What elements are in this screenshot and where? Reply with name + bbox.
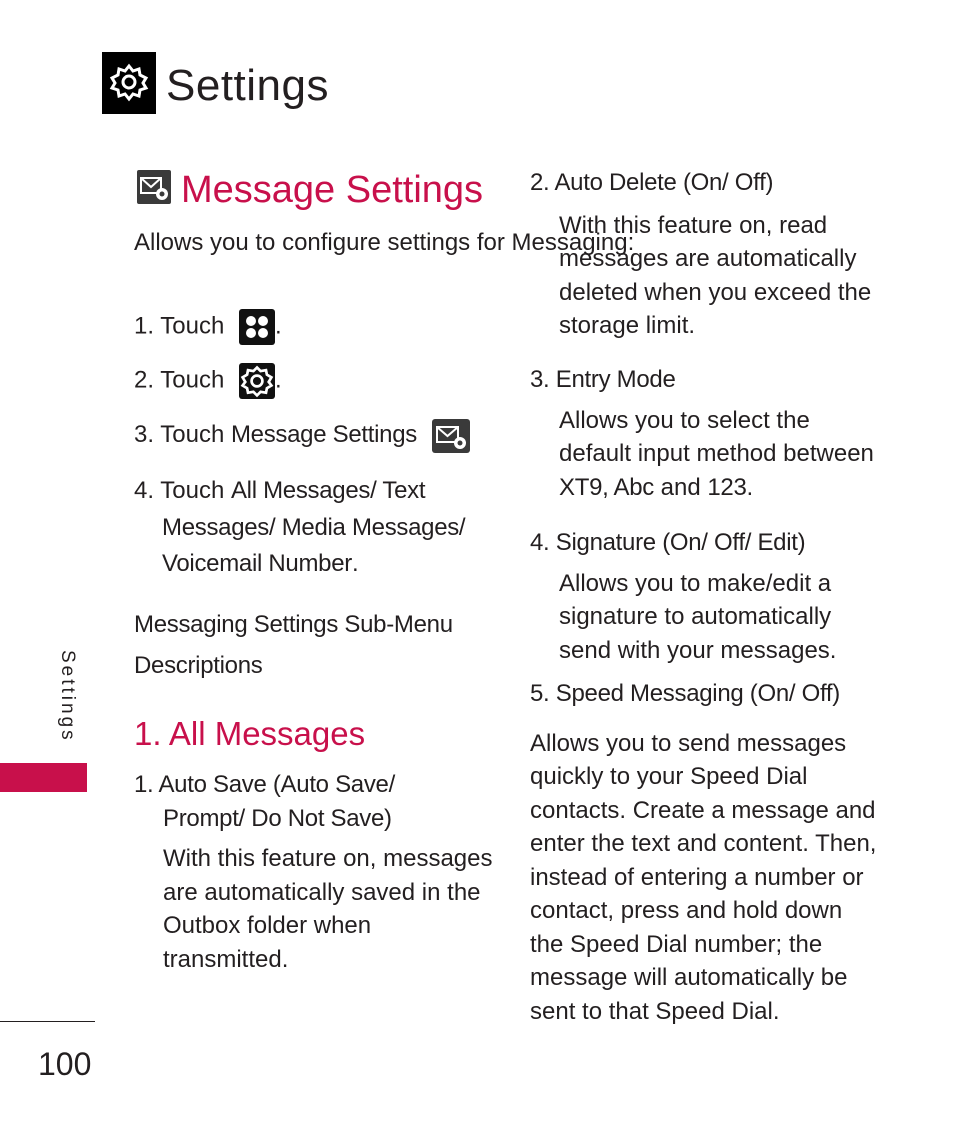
step-4-suffix: .: [351, 550, 359, 577]
item-entry-mode: [530, 363, 874, 504]
submenu-heading-line-1: Messaging Settings Sub-Menu: [134, 611, 453, 638]
step-4: [134, 474, 465, 581]
sidebar-accent-bar: [0, 763, 87, 792]
item-auto-save: [134, 768, 492, 976]
item-1-heading-line-2: Prompt/ Do Not Save): [163, 804, 392, 832]
item-4-heading: 4. Signature (On/ Off/ Edit): [530, 529, 806, 556]
item-5-body-line: contacts. Create a message and: [530, 796, 876, 824]
item-1-body: [163, 842, 492, 976]
item-1-heading-line-1: 1. Auto Save (Auto Save/: [134, 771, 395, 798]
item-3-heading: 3. Entry Mode: [530, 366, 676, 393]
item-2-body-line: deleted when you exceed the: [559, 278, 872, 306]
step-1: [134, 309, 282, 345]
item-1-body-line: are automatically saved in the: [163, 878, 481, 906]
item-4-body-line: Allows you to make/edit a: [559, 569, 832, 597]
submenu-heading-line-2: Descriptions: [134, 652, 263, 679]
page-title: Settings: [166, 61, 329, 110]
apps-grid-icon: [239, 309, 275, 345]
item-5-body-line: message will automatically be: [530, 964, 848, 991]
item-5-body-line: enter the text and content. Then,: [530, 830, 877, 857]
item-4-body-line: send with your messages.: [559, 636, 837, 664]
item-2-body-line: messages are automatically: [559, 245, 857, 272]
item-3-body-line: default input method between: [559, 440, 874, 467]
item-4-body: [559, 567, 836, 668]
step-4-term-line-2: Messages/ Media Messages/: [162, 513, 466, 541]
item-2-heading: 2. Auto Delete (On/ Off): [530, 169, 774, 196]
item-1-body-line: transmitted.: [163, 945, 289, 973]
item-5-body-line: sent to that Speed Dial.: [530, 997, 780, 1025]
message-settings-icon: [432, 419, 470, 453]
item-5-body-line: quickly to your Speed Dial: [530, 763, 808, 790]
message-settings-icon: [137, 170, 171, 204]
item-5-body-line: the Speed Dial number; the: [530, 930, 823, 958]
item-5-body-line: Allows you to send messages: [530, 729, 847, 757]
entry-mode-and: and: [653, 473, 708, 501]
item-5-body-line: contact, press and hold down: [530, 897, 843, 924]
step-2-suffix: .: [274, 366, 282, 394]
step-1-prefix: 1. Touch: [134, 312, 225, 340]
entry-mode-option-2: 123.: [707, 473, 753, 501]
item-1-body-line: Outbox folder when: [163, 912, 372, 939]
step-2-prefix: 2. Touch: [134, 366, 225, 394]
step-4-term-line-1: All Messages/ Text: [230, 477, 426, 504]
item-auto-delete: [530, 166, 871, 343]
submenu-heading: [134, 604, 453, 686]
item-3-body: [559, 404, 874, 505]
item-2-body: [559, 209, 871, 343]
step-1-suffix: .: [274, 312, 282, 340]
step-3-prefix: 3. Touch: [134, 421, 225, 448]
step-3-term: Message Settings: [230, 421, 417, 448]
all-messages-title: 1. All Messages: [134, 715, 366, 752]
step-3: [134, 418, 470, 453]
section-intro: [134, 226, 635, 260]
item-signature: [530, 526, 836, 667]
item-2-body-line: storage limit.: [559, 312, 696, 339]
item-speed-messaging: [530, 677, 876, 1028]
header-gear-icon: [102, 52, 156, 114]
item-2-body-line: With this feature on, read: [559, 211, 828, 239]
sidebar-section-label: [52, 650, 82, 760]
item-5-body: [530, 727, 876, 1029]
step-2: [134, 363, 282, 399]
step-4-term-line-3: Voicemail Number: [162, 550, 352, 577]
item-5-heading: 5. Speed Messaging (On/ Off): [530, 680, 840, 707]
item-3-body-last: [559, 471, 874, 505]
footer-divider: [0, 1021, 95, 1022]
intro-text: Allows you to configure settings for Messaging:: [134, 229, 635, 256]
section-title: Message Settings: [181, 169, 484, 211]
entry-mode-option-1: XT9, Abc: [559, 473, 654, 501]
item-4-body-line: signature to automatically: [559, 603, 832, 630]
item-1-body-line: With this feature on, messages: [163, 845, 493, 872]
item-5-body-line: instead of entering a number or: [530, 863, 864, 891]
item-3-body-line: Allows you to select the: [559, 406, 810, 434]
page-number: 100: [38, 1046, 92, 1082]
step-4-prefix: 4. Touch: [134, 477, 225, 504]
gear-icon: [239, 363, 275, 399]
sidebar-label-text: Settings: [57, 650, 78, 743]
